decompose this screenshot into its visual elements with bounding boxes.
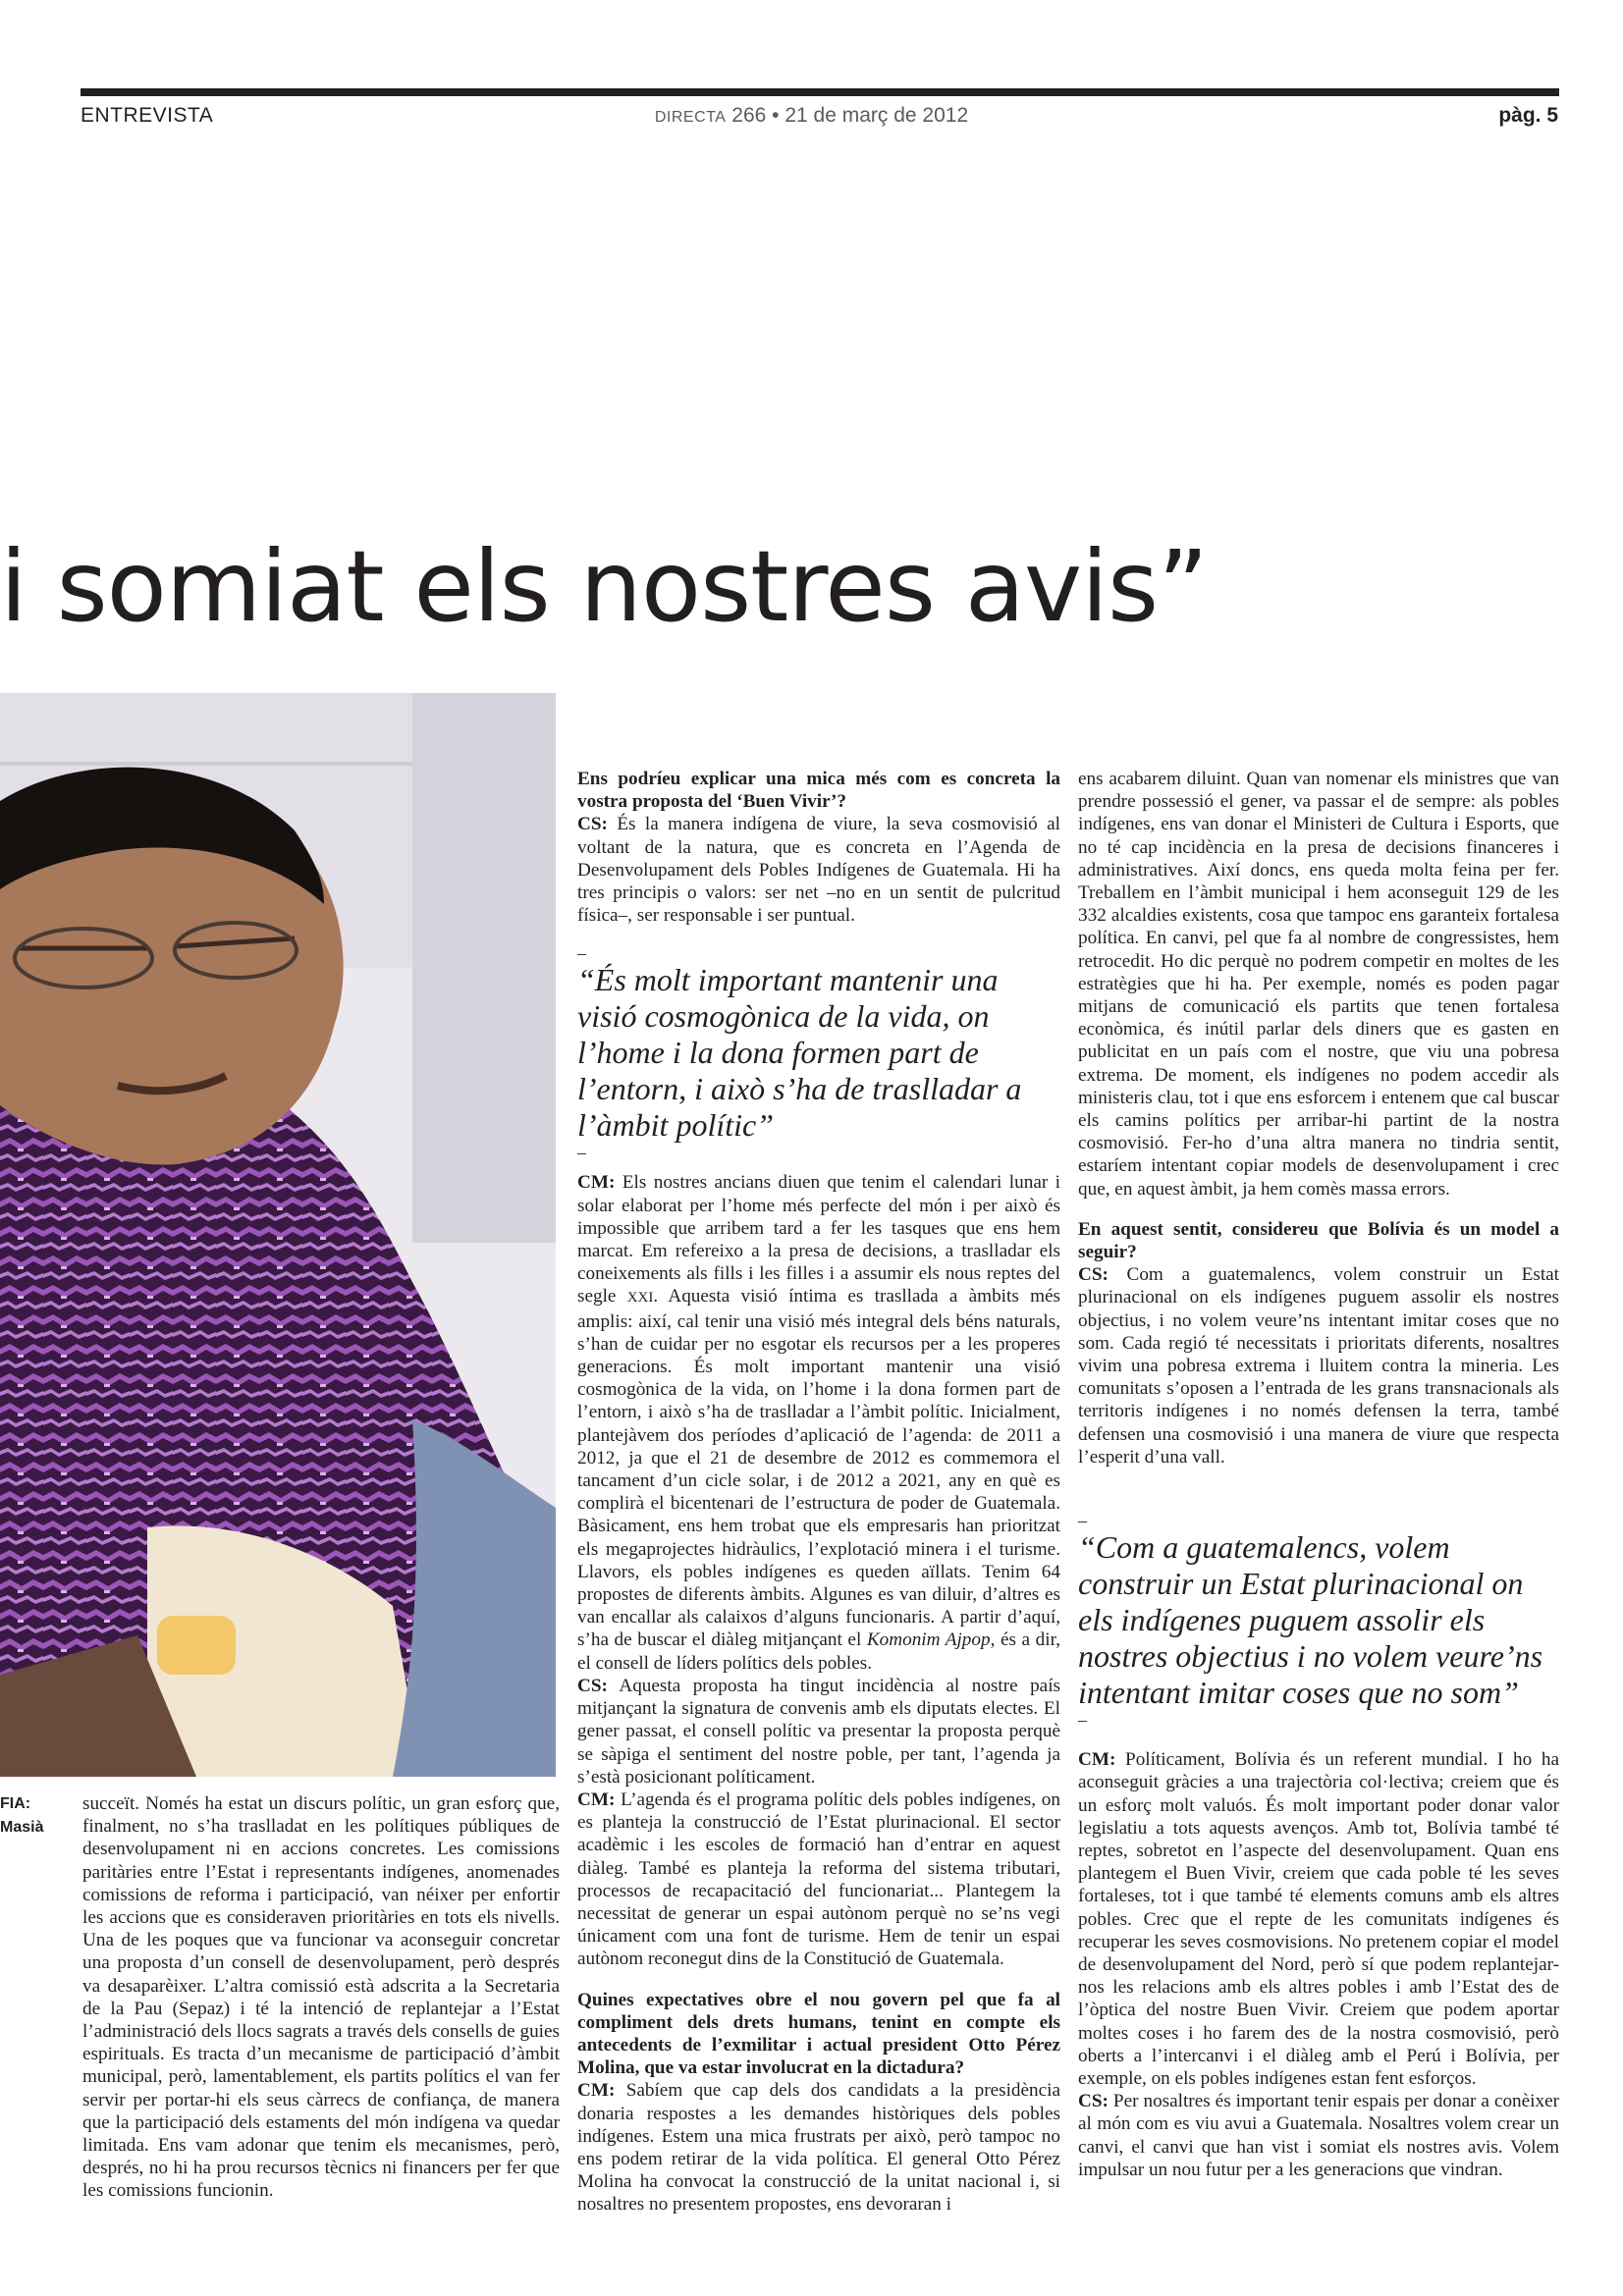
article-column-1 <box>82 1792 560 2203</box>
answer-text: L’agenda és el programa polític dels pobles indígenes, on es planteja la construcció de l’Estat plurinacional. El sector acadèmic i les escoles de formació han d’entrar en aquest diàleg. També es planteja la reforma del sistema tributari, processos de recapacitació del funcionariat... Plantegem la necessitat de generar un espai autònom perquè no se’ns vegi únicament com una font de turisme. Hem de tenir un espai autònom reconegut dins de la Constitució de Guatemala. <box>577 1789 1060 1970</box>
photo-credit-label: FIA: <box>0 1795 31 1812</box>
pull-quote <box>577 944 1060 1161</box>
issue-info <box>0 104 1623 128</box>
paragraph: ens acabarem diluint. Quan van nomenar els ministres que van prendre possessió el gener, va passar el de sempre: als pobles indígenes, ens van donar el Ministeri de Cultura i Esports, que no té cap incidència en la presa de decisions financeres i administratives. Així doncs, ens queda molta feina per fer. Treballem en l’àmbit municipal i hem aconseguit 129 de les 332 alcaldies existents, cosa que tampoc ens garanteix fortalesa política. En canvi, pel que fa al nombre de congressistes, hem retrocedit. Ho dic perquè no podrem competir en moltes de les estratègies que hi ha. Per exemple, només es poden pagar mitjans de comunicació els partits que tenen fortalesa econòmica, és inútil parlar dels diners que es gasten en publicitat en un país com el nostre, que viu una pobresa extrema. De moment, els indígenes no podem accedir als ministeris clau, tot i que ens esforcem i entenem que cal buscar els camins polítics per arribar-hi partint de la nostra cosmovisió. Fer-ho d’una altra manera no tindria sentit, estaríem intentant copiar models de desenvolupament i crec que, en aquest àmbit, ja hem comès massa errors. <box>1078 769 1559 1200</box>
question: En aquest sentit, considereu que Bolívia és un model a seguir? <box>1078 1218 1559 1263</box>
headline: i somiat els nostres avis” <box>0 529 1208 644</box>
question: Ens podríeu explicar una mica més com es concreta la vostra proposta del ‘Buen Vivir’? <box>577 769 1060 813</box>
century-numeral: XXI <box>626 1290 654 1307</box>
speaker-label: CS: <box>1078 2091 1109 2112</box>
answer <box>577 1171 1060 1674</box>
pull-quote-dash: – <box>1078 1511 1087 1531</box>
answer-text: Sabíem que cap dels dos candidats a la presidència donaria respostes a les demandes històriques dels pobles indígenes. Estem una mica frustrats per això, però tampoc no ens podem retirar de la vida política. El general Otto Pérez Molina ha convocat la construcció de la unitat nacional i, si nosaltres no presentem propostes, ens devoraran i <box>577 2080 1060 2216</box>
answer <box>577 1675 1060 1789</box>
answer <box>577 813 1060 927</box>
answer-text: És la manera indígena de viure, la seva cosmovisió al voltant de la natura, que es concreta en l’Agenda de Desenvolupament dels Pobles Indígenes de Guatemala. Hi ha tres principis o valors: ser net –no en un sentit de pulcritud física–, ser responsable i ser puntual. <box>577 814 1060 927</box>
speaker-label: CM: <box>1078 1749 1116 1771</box>
interviewee-photo <box>0 693 556 1777</box>
article-column-3 <box>1078 768 1559 2181</box>
pull-quote-dash: – <box>1078 1710 1087 1731</box>
italic-term: Komonim Ajpop <box>866 1629 991 1651</box>
issue-date: 266 • 21 de març de 2012 <box>731 104 969 127</box>
header-rule <box>81 88 1559 96</box>
pull-quote-dash: – <box>577 1143 586 1163</box>
paragraph: succeït. Només ha estat un discurs polític, un gran esforç que, finalment, no s’ha traslladat en les polítiques públiques de desenvolupament ni en accions concretes. Les comissions paritàries entre l’Estat i representants indígenes, anomenades comissions de reforma i participació, van néixer per enfortir les accions que es consideraven prioritàries en tots els nivells. Una de les poques que va funcionar va aconseguir concretar una proposta d’un consell de desenvolupament, però després va desaparèixer. L’altra comissió està adscrita a la Secretaria de la Pau (Sepaz) i té la intenció de replantejar a l’Estat l’administració dels llocs sagrats a través dels consells de guies espirituals. Es tracta d’un mecanisme de participació d’àmbit municipal, però, lamentablement, els partits polítics el van fer servir per portar-hi els seus càrrecs de confiança, de manera que la participació dels estaments del món indígena va quedar limitada. Ens vam adonar que tenim els mecanismes, però, després, no hi ha prou recursos tècnics ni financers per fer que les comissions funcionin. <box>82 1793 560 2202</box>
answer-text: , és a dir, el consell de líders polítics dels pobles. <box>577 1629 1060 1674</box>
page-number: pàg. 5 <box>1498 104 1558 127</box>
speaker-label: CM: <box>577 2080 616 2102</box>
question: Quines expectatives obre el nou govern pel que fa al compliment dels drets humans, tenint en compte els antecedents de l’exmilitar i actual president Otto Pérez Molina, que va estar involucrat en la dictadura? <box>577 1989 1060 2079</box>
pull-quote-text: “És molt important mantenir una visió cosmogònica de la vida, on l’home i la dona formen part de l’entorn, i això s’ha de traslladar a l’àmbit polític” <box>577 962 1022 1144</box>
answer-text: Per nosaltres és important tenir espais per donar a conèixer al món com es viu avui a Guatemala. Nosaltres volem crear un canvi, el canvi que han vist i somiat els nostres avis. Volem impulsar un nou futur per a les generacions que vindran. <box>1078 2091 1559 2180</box>
pull-quote-dash: – <box>577 943 586 964</box>
speaker-label: CS: <box>1078 1264 1109 1286</box>
speaker-label: CM: <box>577 1172 616 1194</box>
answer-text: Políticament, Bolívia és un referent mundial. I ho ha aconseguit gràcies a una trajectòria col·lectiva; creiem que és un esforç molt valuós. És molt important poder donar valor legislatiu a tots aquests avenços. Amb tot, Bolívia també té reptes, sobretot en l’aspecte del desenvolupament. Quan ens plantegem el Buen Vivir, creiem que cada poble té les seves fortaleses, tot i que també té elements comuns amb els altres pobles. Crec que el repte de les comunitats indígenes és recuperar les seves cosmovisions. No pretenem copiar el model de desenvolupament del Nord, però sí que podem replantejar-nos les relacions amb els altres pobles i amb l’Estat des de l’òptica del nostre Buen Vivir. Creiem que podem aportar moltes coses i ho farem des de la nostra cosmovisió, però oberts a l’intercanvi i el diàleg amb el Perú i Bolívia, per exemple, on els pobles indígenes estan fent esforços. <box>1078 1749 1559 2089</box>
article-column-2 <box>577 768 1060 2216</box>
answer <box>577 2079 1060 2216</box>
answer-text: Aquesta proposta ha tingut incidència al nostre país mitjançant la signatura de convenis amb els diputats electes. El gener passat, el consell polític va presentar la proposta perquè se sàpiga el sentiment del nostre poble, per tant, l’agenda ja s’està posicionant políticament. <box>577 1675 1060 1788</box>
answer <box>1078 1748 1559 2090</box>
answer-text: Els nostres ancians diuen que tenim el calendari lunar i solar elaborat per l’home més perfecte del món i per això és impossible que arribem tard a fer les tasques que ens hem marcat. Em refereixo a la presa de decisions, a traslladar els coneixements als fills i les filles i a assumir els nous reptes del segle <box>577 1172 1060 1308</box>
photo-credit <box>0 1792 43 1840</box>
answer-text: . Aquesta visió íntima es trasllada a àmbits més amplis: així, cal tenir una visió més integral dels béns naturals, s’han de cuidar per no esgotar els recursos per a les properes generacions. És molt important mantenir una visió cosmogònica de la vida, on l’home i la dona formen part de l’entorn, i això s’ha de traslladar a l’àmbit polític. Inicialment, plantejàvem dos períodes d’aplicació de l’agenda: de 2011 a 2012, ja que el 21 de desembre de 2012 es commemora el tancament d’un cicle solar, i de 2012 a 2021, any en què es complirà el bicentenari de l’estructura de poder de Guatemala. Bàsicament, ens hem trobat que els empresaris han prioritzat els megaprojectes hidràulics, l’explotació minera i el turisme. Llavors, els pobles indígenes es queden aïllats. Tenim 64 propostes de diferents àmbits. Algunes es van diluir, d’altres es van encallar als calaixos d’alguns funcionaris. A partir d’aquí, s’ha de buscar el diàleg mitjançant el <box>577 1286 1060 1651</box>
answer <box>1078 2090 1559 2181</box>
pull-quote <box>1078 1512 1559 1729</box>
publication-name: DIRECTA <box>654 109 727 126</box>
speaker-label: CS: <box>577 1675 608 1696</box>
answer-text: Com a guatemalencs, volem construir un Estat plurinacional on els indígenes puguem assolir els nostres objectius, i no volem veure’ns intentant imitar coses que no som. Cada regió té necessitats i prioritats diferents, nosaltres vivim una pobresa extrema i lluitem contra la mineria. Les comunitats s’oposen a l’entrada de les grans transnacionals als territoris indígenes i no només defensen la terra, també defensen una cosmovisió i una manera de viure que respecta l’esperit d’una vall. <box>1078 1264 1559 1468</box>
answer <box>1078 1263 1559 1468</box>
photo-credit-name: Masià <box>0 1819 44 1836</box>
pull-quote-text: “Com a guatemalencs, volem construir un Estat plurinacional on els indígenes puguem assolir els nostres objectius i no volem veure’ns intentant imitar coses que no som” <box>1078 1529 1543 1711</box>
answer <box>577 1789 1060 1971</box>
speaker-label: CM: <box>577 1789 616 1810</box>
speaker-label: CS: <box>577 814 608 835</box>
section-label: ENTREVISTA <box>81 104 214 127</box>
